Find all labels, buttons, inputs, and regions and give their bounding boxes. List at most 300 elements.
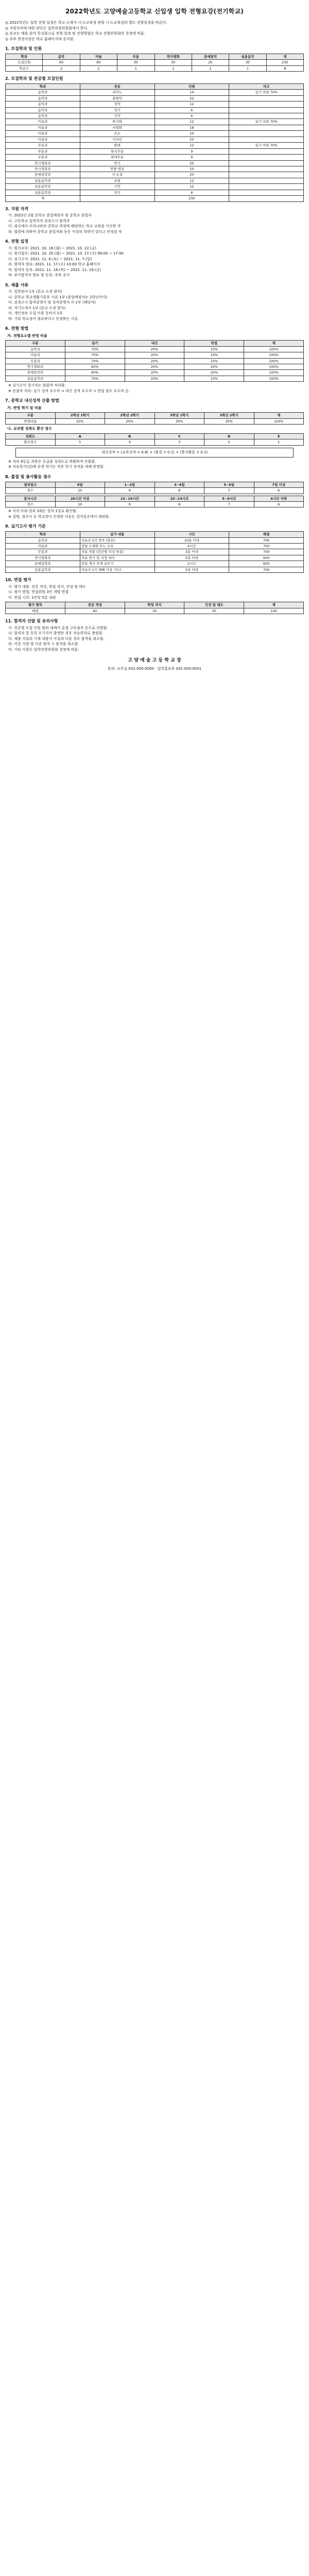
table-cell: 자유곡 1곡 (MR 사용 가능)	[80, 567, 154, 572]
ratio-table	[5, 340, 304, 382]
table-cell: 관현악	[80, 95, 154, 101]
table-cell: 미술과	[6, 352, 65, 358]
table-row	[6, 352, 304, 358]
section-3	[5, 207, 304, 235]
table-header-row	[6, 482, 304, 487]
table-cell: 12	[154, 119, 229, 125]
table-cell: 100%	[244, 346, 304, 352]
table-cell: 점수	[6, 502, 56, 507]
table-header-row	[6, 413, 304, 418]
table-total-row	[6, 196, 304, 201]
table-row	[6, 65, 304, 71]
text-line: 나. 평가 방법: 면접위원 3인 개별 면접	[8, 590, 69, 595]
text-line: 라. 법령에 의하여 중학교 졸업자와 동등 이상의 학력이 있다고 인정된 자	[8, 229, 122, 234]
intro-line: ◎ 본교는 예술 분야 특성화고로 전형 일정 및 전형방법은 학교 전형위원회의 결정에 따름.	[5, 31, 145, 36]
table-header-cell: 시간	[154, 532, 229, 537]
table-row	[6, 376, 304, 381]
table-row	[6, 439, 304, 445]
table-header-cell: 구분	[6, 413, 56, 418]
section-title: 8. 출결 및 봉사활동 점수	[5, 474, 52, 479]
intro-notes	[5, 21, 304, 42]
table-cell	[229, 95, 304, 101]
table-cell: 100%	[244, 376, 304, 381]
sub-title: 나. 교과별 성취도 환산 점수	[7, 427, 52, 431]
table-row	[6, 95, 304, 101]
table-cell: 10분 이내	[154, 537, 229, 543]
table-cell: 10%	[184, 352, 244, 358]
table-cell: 실기 비중 70%	[229, 90, 304, 95]
table-cell: 작곡	[80, 107, 154, 113]
table-cell: 30%	[154, 418, 204, 424]
intro-line: ◎ 추후 변경사항은 학교 홈페이지에 공지함.	[5, 37, 75, 41]
section-title: 3. 지원 자격	[5, 206, 29, 211]
table-cell: 230	[266, 60, 303, 65]
table-cell	[229, 160, 304, 166]
table-cell: 12	[154, 184, 229, 190]
section-2	[5, 76, 304, 202]
table-cell: 5분 이내	[154, 555, 229, 561]
table-row	[6, 561, 304, 567]
table-header-cell: 3학년 1학기	[154, 413, 204, 418]
section-title: 11. 합격자 선발 및 유의사항	[5, 619, 58, 624]
table-cell: 음악과	[6, 346, 65, 352]
table-cell: 100	[244, 608, 304, 614]
table-cell	[229, 196, 304, 201]
table-cell: 1	[254, 439, 304, 445]
table-cell	[229, 125, 304, 130]
table-cell: 700	[229, 543, 304, 549]
table-cell: 1	[154, 65, 192, 71]
table-header-cell: 4시간 이하	[254, 496, 304, 501]
table-cell: 700	[229, 537, 304, 543]
table-cell: 22	[154, 95, 229, 101]
table-row	[6, 119, 304, 125]
table-cell: 1	[192, 65, 229, 71]
table-row	[6, 155, 304, 160]
table-header-cell: C	[154, 433, 204, 439]
table-cell: 700	[229, 549, 304, 555]
table-cell	[229, 184, 304, 190]
table-cell: 자유 연기 및 지정 대사	[80, 555, 154, 561]
table-cell: 4시간	[154, 543, 229, 549]
table-header-row	[6, 341, 304, 346]
table-header-cell: 계	[254, 413, 304, 418]
table-header-row	[6, 532, 304, 537]
table-cell: 20	[154, 160, 229, 166]
table-cell: 20	[154, 172, 229, 178]
table-cell: 연극영화과	[6, 364, 65, 369]
text-line: ※ 지각·조퇴·결과 3회는 결석 1일로 환산함.	[8, 509, 78, 514]
table-cell: 10%	[184, 358, 244, 364]
table-cell: 실용음악과	[6, 178, 80, 183]
table-cell: 9	[154, 155, 229, 160]
table-header-cell: 계	[244, 341, 304, 346]
section-7	[5, 398, 304, 470]
table-cell	[229, 178, 304, 183]
table-cell: 발레	[80, 143, 154, 148]
table-row	[6, 364, 304, 369]
text-line: 마. 기타 사항은 입학전형위원회 결정에 따름.	[8, 647, 79, 652]
table-cell: 무용과	[6, 155, 80, 160]
text-line: ※ 질병, 경조사 등 학교장이 인정한 사유는 결석일수에서 제외함.	[8, 514, 110, 519]
table-row	[6, 502, 304, 507]
section-1	[5, 46, 304, 72]
table-cell: 기악	[80, 184, 154, 190]
table-cell: 실용음악과	[6, 567, 80, 572]
table-header-cell: 실기	[65, 341, 125, 346]
table-header-cell: 미술	[80, 54, 117, 59]
table-cell: 9	[105, 488, 155, 494]
text-line: 가. 원서교부: 2021. 10. 18.(월) ~ 2021. 10. 22.(금)	[8, 246, 97, 250]
table-cell: 12	[154, 178, 229, 183]
table-cell: 현대무용	[80, 155, 154, 160]
table-cell: 1	[229, 65, 266, 71]
table-cell: 2	[204, 439, 254, 445]
table-cell: 3분 이내	[154, 549, 229, 555]
section-6	[5, 326, 304, 394]
table-cell: 100%	[244, 364, 304, 369]
table-cell: 문예창작과	[6, 172, 80, 178]
table-cell: 미술과	[6, 543, 80, 549]
table-row	[6, 143, 304, 148]
table-cell: 계	[6, 196, 80, 201]
text-line: 라. 합격자 발표: 2021. 11. 17.(수) 10:00 학교 홈페이지	[8, 262, 100, 267]
table-cell	[229, 137, 304, 142]
table-cell	[229, 155, 304, 160]
table-row	[6, 488, 304, 494]
table-cell: 연극영화과	[6, 160, 80, 166]
table-cell: 자유곡 1곡 연주 (암보)	[80, 537, 154, 543]
text-line: 다. 면접 시간: 1인당 5분 내외	[8, 595, 56, 600]
table-cell: 모집인원	[6, 60, 43, 65]
table-cell: 60%	[65, 364, 125, 369]
table-cell: 70%	[65, 352, 125, 358]
table-row	[6, 537, 304, 543]
text-line: ※ 동점자 처리: 실기 성적 우수자 → 내신 성적 우수자 → 면접 점수 우수자 순.	[8, 388, 130, 393]
table-cell: 미술과	[6, 119, 80, 125]
table-header-cell: 비고	[229, 83, 304, 89]
section-9	[5, 524, 304, 573]
table-header-cell: 학업 의지	[125, 602, 184, 608]
table-cell: 1	[117, 65, 154, 71]
table-header-cell: 내신	[125, 341, 184, 346]
table-cell: 20%	[105, 418, 155, 424]
table-header-row	[6, 496, 304, 501]
table-row	[6, 358, 304, 364]
text-line: ※ 자유학기(년)제 운영 학기는 직후 학기 성적을 대체 반영함.	[8, 465, 105, 469]
text-line: ※ 실기고사 결시자는 불합격 처리함.	[8, 383, 66, 388]
section-11	[5, 619, 304, 652]
section-title: 1. 모집학과 및 인원	[5, 46, 42, 51]
table-header-cell: 음악	[43, 54, 80, 59]
table-cell: 미술과	[6, 131, 80, 137]
table-cell: 20%	[125, 358, 184, 364]
table-header-cell: 학과	[6, 532, 80, 537]
table-row	[6, 184, 304, 190]
table-cell: 5분 이내	[154, 567, 229, 572]
table-cell: 9	[154, 148, 229, 154]
table-header-cell: 인원	[154, 83, 229, 89]
text-line: 나. 중학교 학교생활기록부 사본 1부 (졸업예정자는 2학년까지)	[8, 295, 108, 299]
text-line: 바. 기타 학교장이 필요하다고 인정하는 서류	[8, 316, 78, 321]
table-row	[6, 543, 304, 549]
table-cell: 피아노	[80, 90, 154, 95]
table-header-cell: 연극영화	[154, 54, 192, 59]
table-cell: 3	[154, 439, 204, 445]
table-header-cell: 계	[244, 602, 304, 608]
table-cell: 실기 비중 70%	[229, 119, 304, 125]
table-cell: 70%	[65, 346, 125, 352]
table-header-cell: 문예창작	[192, 54, 229, 59]
table-header-cell: 무용	[117, 54, 154, 59]
text-line: 가. 평가 내용: 전공 적성, 학업 의지, 인성 및 태도	[8, 584, 86, 589]
table-cell	[229, 131, 304, 137]
table-cell: 60%	[65, 370, 125, 376]
table-header-cell: 성취도	[6, 433, 56, 439]
table-header-cell: 인성 및 태도	[184, 602, 244, 608]
table-cell: 디자인	[80, 137, 154, 142]
table-cell: 30%	[204, 418, 254, 424]
table-cell: 6	[154, 113, 229, 119]
section-title: 10. 면접 평가	[5, 578, 31, 583]
table-cell: 정물 수채화 또는 소묘	[80, 543, 154, 549]
table-cell: 음악과	[6, 90, 80, 95]
table-row	[6, 346, 304, 352]
table-cell: 실용음악과	[6, 190, 80, 195]
table-cell: 시·소설	[80, 172, 154, 178]
table-cell	[80, 196, 154, 201]
table-cell: 2	[43, 65, 80, 71]
table-row	[6, 418, 304, 424]
table-cell: 20%	[55, 418, 105, 424]
table-cell: 40	[65, 608, 125, 614]
table-row	[6, 113, 304, 119]
table-header-cell: 면접	[184, 341, 244, 346]
table-cell: 18	[154, 125, 229, 130]
text-line: 바. 추가합격자 발표 및 등록: 추후 공지	[8, 273, 70, 278]
table-cell: 100%	[244, 352, 304, 358]
table-cell: 20	[192, 60, 229, 65]
table-header-cell: 0일	[55, 482, 105, 487]
table-cell: 6	[154, 190, 229, 195]
table-cell: 성악	[80, 101, 154, 107]
table-cell: 학급수	[6, 65, 43, 71]
text-line: 가. 2022년 2월 중학교 졸업예정자 및 중학교 졸업자	[8, 213, 92, 218]
table-cell: 60	[80, 60, 117, 65]
table-cell: 8	[154, 488, 204, 494]
table-row	[6, 101, 304, 107]
table-cell: 환산점수	[6, 439, 56, 445]
section-title: 7. 중학교 내신성적 산출 방법	[5, 398, 59, 403]
table-cell: 실기 비중 70%	[229, 143, 304, 148]
table-row	[6, 555, 304, 561]
attendance-table	[5, 482, 304, 494]
table-cell: 2시간	[154, 561, 229, 567]
table-cell: 실용음악과	[6, 184, 80, 190]
table-cell: 30	[125, 608, 184, 614]
table-header-row	[6, 433, 304, 439]
table-row	[6, 160, 304, 166]
table-row	[6, 90, 304, 95]
section-5	[5, 283, 304, 321]
table-row	[6, 567, 304, 572]
grade-table	[5, 433, 304, 446]
table-header-cell: 15~19시간	[105, 496, 155, 501]
table-cell: 6	[254, 502, 304, 507]
table-cell: 실용음악과	[6, 376, 65, 381]
table-cell: 문예창작과	[6, 561, 80, 567]
table-cell: 무용과	[6, 549, 80, 555]
table-header-cell: 평가 항목	[6, 602, 65, 608]
table-cell: 연극영화과	[6, 555, 80, 561]
text-line: 다. 검정고시 합격증명서 및 성적증명서 각 1부 (해당자)	[8, 300, 96, 305]
table-cell: 10	[55, 488, 105, 494]
table-cell: 70%	[65, 358, 125, 364]
table-cell: 당일 제시 주제 글쓰기	[80, 561, 154, 567]
text-line: 나. 원서접수: 2021. 10. 25.(월) ~ 2021. 10. 27.(수) 09:00 ~ 17:00	[8, 251, 124, 256]
text-line: 다. 외국에서 우리나라의 중학교 과정에 해당하는 학교 교육을 이수한 자	[8, 224, 121, 229]
table-cell: 작곡	[80, 190, 154, 195]
table-header-cell: 구분	[6, 341, 65, 346]
semester-table	[5, 412, 304, 425]
table-row	[6, 370, 304, 376]
section-8	[5, 474, 304, 519]
table-header-cell: 5~6일	[204, 482, 254, 487]
table-row	[6, 178, 304, 183]
table-header-cell: E	[254, 433, 304, 439]
table-cell: 2	[80, 65, 117, 71]
table-cell: 20%	[125, 376, 184, 381]
table-cell: 100%	[244, 370, 304, 376]
table-header-cell: 전공 적성	[65, 602, 125, 608]
table-header-cell: 전공	[80, 83, 154, 89]
recruit-table	[5, 54, 304, 72]
table-cell: 600	[229, 555, 304, 561]
table-header-row	[6, 602, 304, 608]
table-cell: 30	[117, 60, 154, 65]
table-row	[6, 172, 304, 178]
table-cell: 무용과	[6, 148, 80, 154]
table-cell: 100%	[254, 418, 304, 424]
table-cell: 20	[154, 137, 229, 142]
section-title: 4. 전형 일정	[5, 239, 29, 244]
table-cell: 6	[154, 107, 229, 113]
table-header-cell: 학과	[6, 54, 43, 59]
table-cell: 12	[154, 143, 229, 148]
table-cell	[229, 190, 304, 195]
document-title: 2022학년도 고양예술고등학교 신입생 입학 전형요강(전기학교)	[65, 8, 244, 15]
table-cell: 한국화	[80, 119, 154, 125]
major-table	[5, 83, 304, 202]
table-header-cell: 10~14시간	[154, 496, 204, 501]
section-title: 9. 실기고사 평가 기준	[5, 524, 46, 529]
table-cell: 230	[154, 196, 229, 201]
table-header-cell: 1~2일	[105, 482, 155, 487]
table-row	[6, 107, 304, 113]
text-line: 다. 실기고사: 2021. 11. 6.(토) ~ 2021. 11. 7.(일)	[8, 257, 92, 261]
table-cell: 30	[184, 608, 244, 614]
table-cell: 자유 작품 (전공별 의상 착용)	[80, 549, 154, 555]
section-title: 6. 전형 방법	[5, 326, 29, 331]
table-cell: 10	[154, 166, 229, 172]
table-cell: 5	[55, 439, 105, 445]
text-line: 다. 제출 서류의 기재 내용이 사실과 다를 경우 합격을 취소함.	[8, 636, 105, 641]
table-cell: 8	[266, 65, 303, 71]
admission-document	[0, 0, 309, 678]
table-cell: 조소	[80, 131, 154, 137]
text-line: 마. 개인정보 수집·이용 동의서 1부	[8, 311, 63, 316]
interview-table	[5, 602, 304, 614]
table-cell: 10	[55, 502, 105, 507]
table-row	[6, 190, 304, 195]
table-header-cell: 3~4일	[154, 482, 204, 487]
table-cell: 문예창작과	[6, 370, 65, 376]
table-cell: 미술과	[6, 125, 80, 130]
table-cell: 음악과	[6, 537, 80, 543]
table-cell: 10	[154, 131, 229, 137]
section-title: 2. 모집학과 및 전공별 모집인원	[5, 76, 63, 81]
table-row	[6, 125, 304, 130]
table-cell: 연출·영상	[80, 166, 154, 172]
table-cell: 음악과	[6, 101, 80, 107]
table-cell	[229, 113, 304, 119]
table-cell: 음악과	[6, 113, 80, 119]
text-line: 가. 전공별 모집 인원 범위 내에서 총점 고득점자 순으로 선발함.	[8, 625, 108, 630]
text-line: 마. 합격자 등록: 2021. 11. 18.(목) ~ 2021. 11. 19.(금)	[8, 267, 101, 272]
text-line: 가. 입학원서 1부 (본교 소정 양식)	[8, 290, 62, 294]
table-header-cell: 20시간 이상	[55, 496, 105, 501]
text-line: 라. 자기소개서 1부 (본교 소정 양식)	[8, 306, 66, 310]
table-row	[6, 131, 304, 137]
table-cell: 점수	[6, 488, 56, 494]
table-row	[6, 608, 304, 614]
table-cell: 한국무용	[80, 148, 154, 154]
table-cell: 10%	[184, 376, 244, 381]
table-header-cell: 5~9시간	[204, 496, 254, 501]
table-cell: 20%	[125, 346, 184, 352]
table-header-cell: 실용음악	[229, 54, 266, 59]
table-cell	[229, 148, 304, 154]
table-cell: 60	[43, 60, 80, 65]
table-cell: 7	[204, 488, 254, 494]
table-header-cell: 2학년 1학기	[55, 413, 105, 418]
table-cell: 서양화	[80, 125, 154, 130]
table-cell: 70%	[65, 376, 125, 381]
table-header-cell: B	[105, 433, 155, 439]
table-cell: 보컬	[80, 178, 154, 183]
table-cell: 10%	[184, 346, 244, 352]
intro-line: ◎ 2022학년도 입학 전형 일정은 학교 소재지 시·도교육청 관할 시·도교육감의 별도 전형일정을 따른다.	[5, 21, 167, 25]
table-cell: 9	[105, 502, 155, 507]
text-line: 나. 고등학교 입학자격 검정고시 합격자	[8, 218, 70, 223]
table-cell: 12	[154, 101, 229, 107]
table-header-cell: 3학년 2학기	[204, 413, 254, 418]
table-header-cell: 학과	[6, 83, 80, 89]
table-cell: 음악과	[6, 95, 80, 101]
table-row	[6, 148, 304, 154]
table-cell: 6	[254, 488, 304, 494]
table-cell: 반영비율	[6, 418, 56, 424]
table-cell: 700	[229, 567, 304, 572]
table-row	[6, 60, 304, 65]
table-cell: 8	[154, 502, 204, 507]
table-header-cell: 실기 내용	[80, 532, 154, 537]
table-row	[6, 549, 304, 555]
table-cell: 20%	[125, 370, 184, 376]
table-cell: 국악	[80, 113, 154, 119]
table-header-cell: 계	[266, 54, 303, 59]
table-cell: 미술과	[6, 137, 80, 142]
